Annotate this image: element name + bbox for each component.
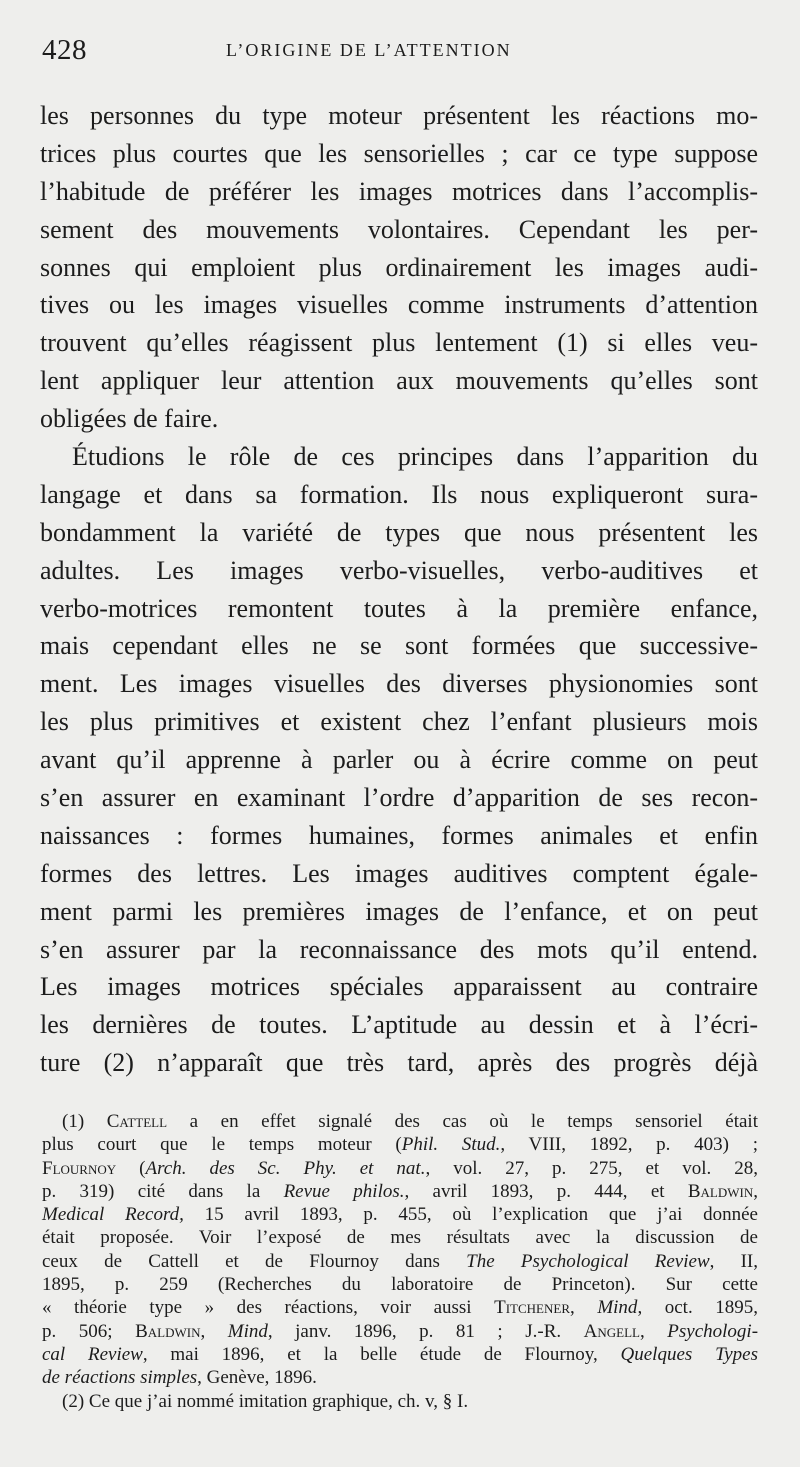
footnote-2: (2) Ce que j’ai nommé imitation graphique, ch. v, § I. xyxy=(62,1390,469,1412)
text-line: sement des mouvements volontaires. Cependant les per- xyxy=(40,214,758,244)
footnote-1-line: (1) Cattell a en effet signalé des cas où le temps sensoriel était xyxy=(62,1111,758,1132)
text-line: obligées de faire. xyxy=(40,404,219,434)
footnote-1-line: de réactions simples, Genève, 1896. xyxy=(42,1367,317,1389)
footnote-1-line: Flournoy (Arch. des Sc. Phy. et nat., vol. 27, p. 275, et vol. 28, xyxy=(42,1157,758,1179)
text-line: Étudions le rôle de ces principes dans l’apparition du xyxy=(72,442,758,472)
text-line: ment parmi les premières images de l’enfance, et on peut xyxy=(40,896,758,926)
footnote-1-line: cal Review, mai 1896, et la belle étude de Flournoy, Quelques Types xyxy=(42,1343,758,1365)
text-line: Les images motrices spéciales apparaissent au contraire xyxy=(40,972,758,1002)
text-line: formes des lettres. Les images auditives comptent égale- xyxy=(40,858,758,888)
footnote-1-line: ceux de Cattell et de Flournoy dans The Psychological Review, II, xyxy=(42,1250,759,1272)
text-line: trices plus courtes que les sensorielles ; car ce type suppose xyxy=(40,138,758,168)
footnote-1-line: p. 506; Baldwin, Mind, janv. 1896, p. 81 ; J.-R. Angell, Psychologi- xyxy=(42,1320,759,1342)
text-line: tives ou les images visuelles comme instruments d’attention xyxy=(40,290,758,320)
text-line: trouvent qu’elles réagissent plus lentement (1) si elles veu- xyxy=(40,328,758,358)
text-line: s’en assurer en examinant l’ordre d’apparition de ses recon- xyxy=(40,783,758,813)
text-line: ment. Les images visuelles des diverses physionomies sont xyxy=(40,669,758,699)
page-number: 428 xyxy=(42,34,87,66)
footnote-1-line: p. 319) cité dans la Revue philos., avril 1893, p. 444, et Baldwin, xyxy=(42,1180,759,1202)
page-header xyxy=(0,30,800,70)
text-line: avant qu’il apprenne à parler ou à écrire comme on peut xyxy=(40,745,758,775)
text-line: naissances : formes humaines, formes animales et enfin xyxy=(40,820,758,850)
main-text xyxy=(40,97,758,1082)
text-line: mais cependant elles ne se sont formées que successive- xyxy=(40,631,758,661)
text-line: lent appliquer leur attention aux mouvements qu’elles sont xyxy=(40,366,758,396)
text-line: sonnes qui emploient plus ordinairement les images audi- xyxy=(40,252,758,282)
footnote-1-line: était proposée. Voir l’exposé de mes résultats avec la discussion de xyxy=(42,1227,758,1249)
footnote-1-line: Medical Record, 15 avril 1893, p. 455, où l’explication que j’ai donnée xyxy=(42,1204,758,1226)
text-line: les personnes du type moteur présentent les réactions mo- xyxy=(40,101,758,130)
text-line: bondamment la variété de types que nous présentent les xyxy=(40,517,758,547)
text-line: les dernières de toutes. L’aptitude au dessin et à l’écri- xyxy=(40,1010,758,1040)
footnote-1-line: « théorie type » des réactions, voir aussi Titchener, Mind, oct. 1895, xyxy=(42,1297,758,1319)
text-line: s’en assurer par la reconnaissance des mots qu’il entend. xyxy=(40,934,758,964)
footnote-1-line: 1895, p. 259 (Recherches du laboratoire de Princeton). Sur cette xyxy=(42,1274,758,1296)
text-line: ture (2) n’apparaît que très tard, après des progrès déjà xyxy=(40,1048,758,1078)
text-line: verbo-motrices remontent toutes à la première enfance, xyxy=(40,593,758,623)
text-line: l’habitude de préférer les images motrices dans l’accomplis- xyxy=(40,176,758,206)
footnote-1-line: plus court que le temps moteur (Phil. Stud., VIII, 1892, p. 403) ; xyxy=(42,1134,758,1156)
text-line: les plus primitives et existent chez l’enfant plusieurs mois xyxy=(40,707,758,737)
text-line: adultes. Les images verbo-visuelles, verbo-auditives et xyxy=(40,555,758,585)
running-head: L’ORIGINE DE L’ATTENTION xyxy=(226,40,512,60)
footnotes xyxy=(42,1110,758,1413)
text-line: langage et dans sa formation. Ils nous expliqueront sura- xyxy=(40,479,758,509)
